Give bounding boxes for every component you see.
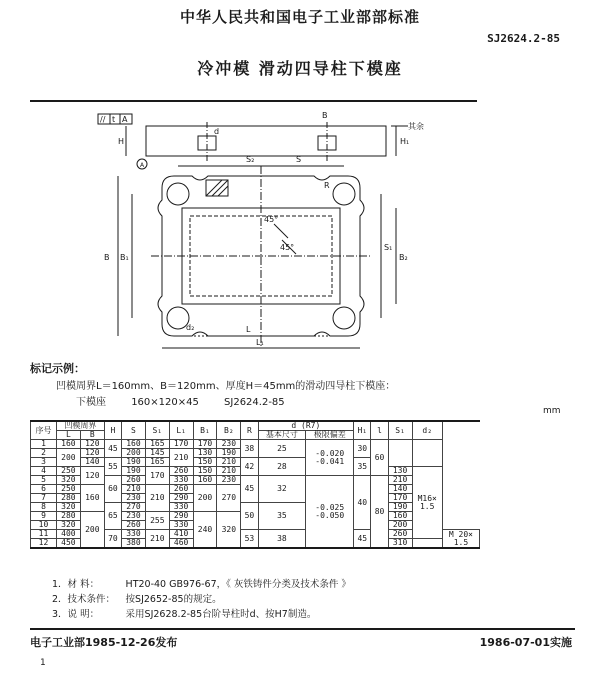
tol-frame-a: A xyxy=(122,115,128,124)
col-d2: d₂ xyxy=(412,421,442,440)
col-s: S xyxy=(122,421,146,440)
note-item: 3．说 明： 采用SJ2628.2-85台阶导柱时d、按H7制造。 xyxy=(52,609,317,620)
col-r: R xyxy=(241,421,258,440)
standard-org-title: 中华人民共和国电子工业部部标准 xyxy=(179,8,420,26)
marking-part-std: SJ2624.2-85 xyxy=(224,397,285,408)
dimension-table xyxy=(30,420,480,549)
col-l: l xyxy=(371,421,388,440)
footer-divider xyxy=(30,628,575,630)
deviation-group-1: -0.020 -0.041 xyxy=(306,440,354,476)
table-row: 10 320 260 330 200 xyxy=(31,521,480,530)
col-b2: B₂ xyxy=(217,421,241,440)
table-row: 9 280 200 230 255 290 240 320 160 xyxy=(31,512,480,521)
die-seat-drawing xyxy=(96,104,476,354)
dim-b: B xyxy=(104,253,110,262)
table-row: 6 250 160 210 210 260 200 270 140 xyxy=(31,485,480,494)
note-item: 2．技术条件： 按SJ2652-85的规定。 xyxy=(52,594,222,605)
dim-d: d xyxy=(214,127,220,136)
marking-part-name: 下模座 xyxy=(76,397,106,408)
guide-bore-tl xyxy=(167,183,189,205)
col-s1: S₁ xyxy=(145,421,169,440)
datum-b-label: B xyxy=(322,111,328,120)
angle-label-2: 45° xyxy=(280,243,295,252)
deviation-group-2: -0.025 -0.050 xyxy=(306,476,354,549)
table-row: 4 250 120 190 170 260 150 210 130 M16× 1.5 xyxy=(31,467,480,476)
col-L: L xyxy=(56,431,80,440)
col-d-deviation: 极限偏差 xyxy=(306,431,354,440)
dim-s: S xyxy=(296,155,302,164)
table-row: 1 160 120 45 160 165 170 170 230 38 25 -0.020 -0.041 30 60 xyxy=(31,440,480,449)
marking-part-size: 160×120×45 xyxy=(131,397,199,408)
table-row: 2 200 120 200 145 210 130 190 xyxy=(31,449,480,458)
col-d-r7: d (R7) xyxy=(258,421,354,431)
dim-s2: S₂ xyxy=(246,155,255,164)
col-b1: B₁ xyxy=(193,421,217,440)
dim-s1: S₁ xyxy=(384,243,393,252)
table-row: 11 400 70 330 210 410 53 38 45 260 M 20× 1.5 xyxy=(31,530,480,539)
dim-b2: B₂ xyxy=(399,253,408,262)
marking-example xyxy=(76,393,307,408)
col-h: H xyxy=(104,421,121,440)
dim-d2: d₂ xyxy=(186,323,195,332)
angle-label-1: 45° xyxy=(264,215,279,224)
col-d-nominal: 基本尺寸 xyxy=(258,431,306,440)
d2-group-m20: M 20× 1.5 xyxy=(442,530,479,549)
dim-b1: B₁ xyxy=(120,253,129,262)
dim-h: H xyxy=(118,137,125,146)
col-seq: 序号 xyxy=(31,421,57,440)
tol-frame-t: t xyxy=(112,115,116,124)
dim-l1: L₁ xyxy=(256,338,264,347)
col-l1: L₁ xyxy=(169,421,193,440)
note-item: 1．材 料： HT20-40 GB976-67，《 灰铁铸件分类及技术条件 》 xyxy=(52,579,351,590)
guide-bore-br xyxy=(333,307,355,329)
unit-label: mm xyxy=(543,406,561,416)
implementation-date: 1986-07-01实施 xyxy=(479,636,572,649)
surface-finish-label: 其余 xyxy=(408,122,424,131)
table-row: 5 320 60 260 330 160 230 45 32 -0.025 -0.050 40 80 210 xyxy=(31,476,480,485)
issue-date: 电子工业部1985-12-26发布 xyxy=(30,636,178,649)
marking-heading: 标记示例： xyxy=(30,362,85,375)
section-hatch xyxy=(206,180,228,196)
section-ref-label: A xyxy=(140,162,145,169)
page-number: 1 xyxy=(40,658,46,668)
table-row: 12 450 380 460 310 xyxy=(31,539,480,549)
col-h1: H₁ xyxy=(354,421,371,440)
col-s-1: S₁ xyxy=(388,421,412,440)
col-die-perimeter: 凹模周界 xyxy=(56,421,104,431)
table-row: 3 140 55 190 165 150 210 42 28 35 xyxy=(31,458,480,467)
tol-frame-symbol: // xyxy=(100,115,106,124)
guide-bore-tr xyxy=(333,183,355,205)
page-title: 冷冲模 滑动四导柱下模座 xyxy=(197,59,403,78)
table-row: 8 320 65 270 330 50 35 190 xyxy=(31,503,480,512)
d2-blank xyxy=(412,440,442,467)
standard-number: SJ2624.2-85 xyxy=(487,32,560,45)
d2-group: M16× 1.5 xyxy=(412,467,442,539)
dim-h1: H₁ xyxy=(400,137,410,146)
col-B: B xyxy=(80,431,104,440)
side-view-body xyxy=(146,126,386,156)
header-divider xyxy=(30,100,477,102)
notes-section xyxy=(52,577,351,622)
s1-blank xyxy=(388,440,412,467)
table-row: 7 280 230 290 170 xyxy=(31,494,480,503)
dim-l: L xyxy=(246,325,251,334)
marking-description: 凹模周界L＝160mm、B＝120mm、厚度H＝45mm的滑动四导柱下模座： xyxy=(56,381,396,392)
radius-label: R xyxy=(324,181,330,190)
